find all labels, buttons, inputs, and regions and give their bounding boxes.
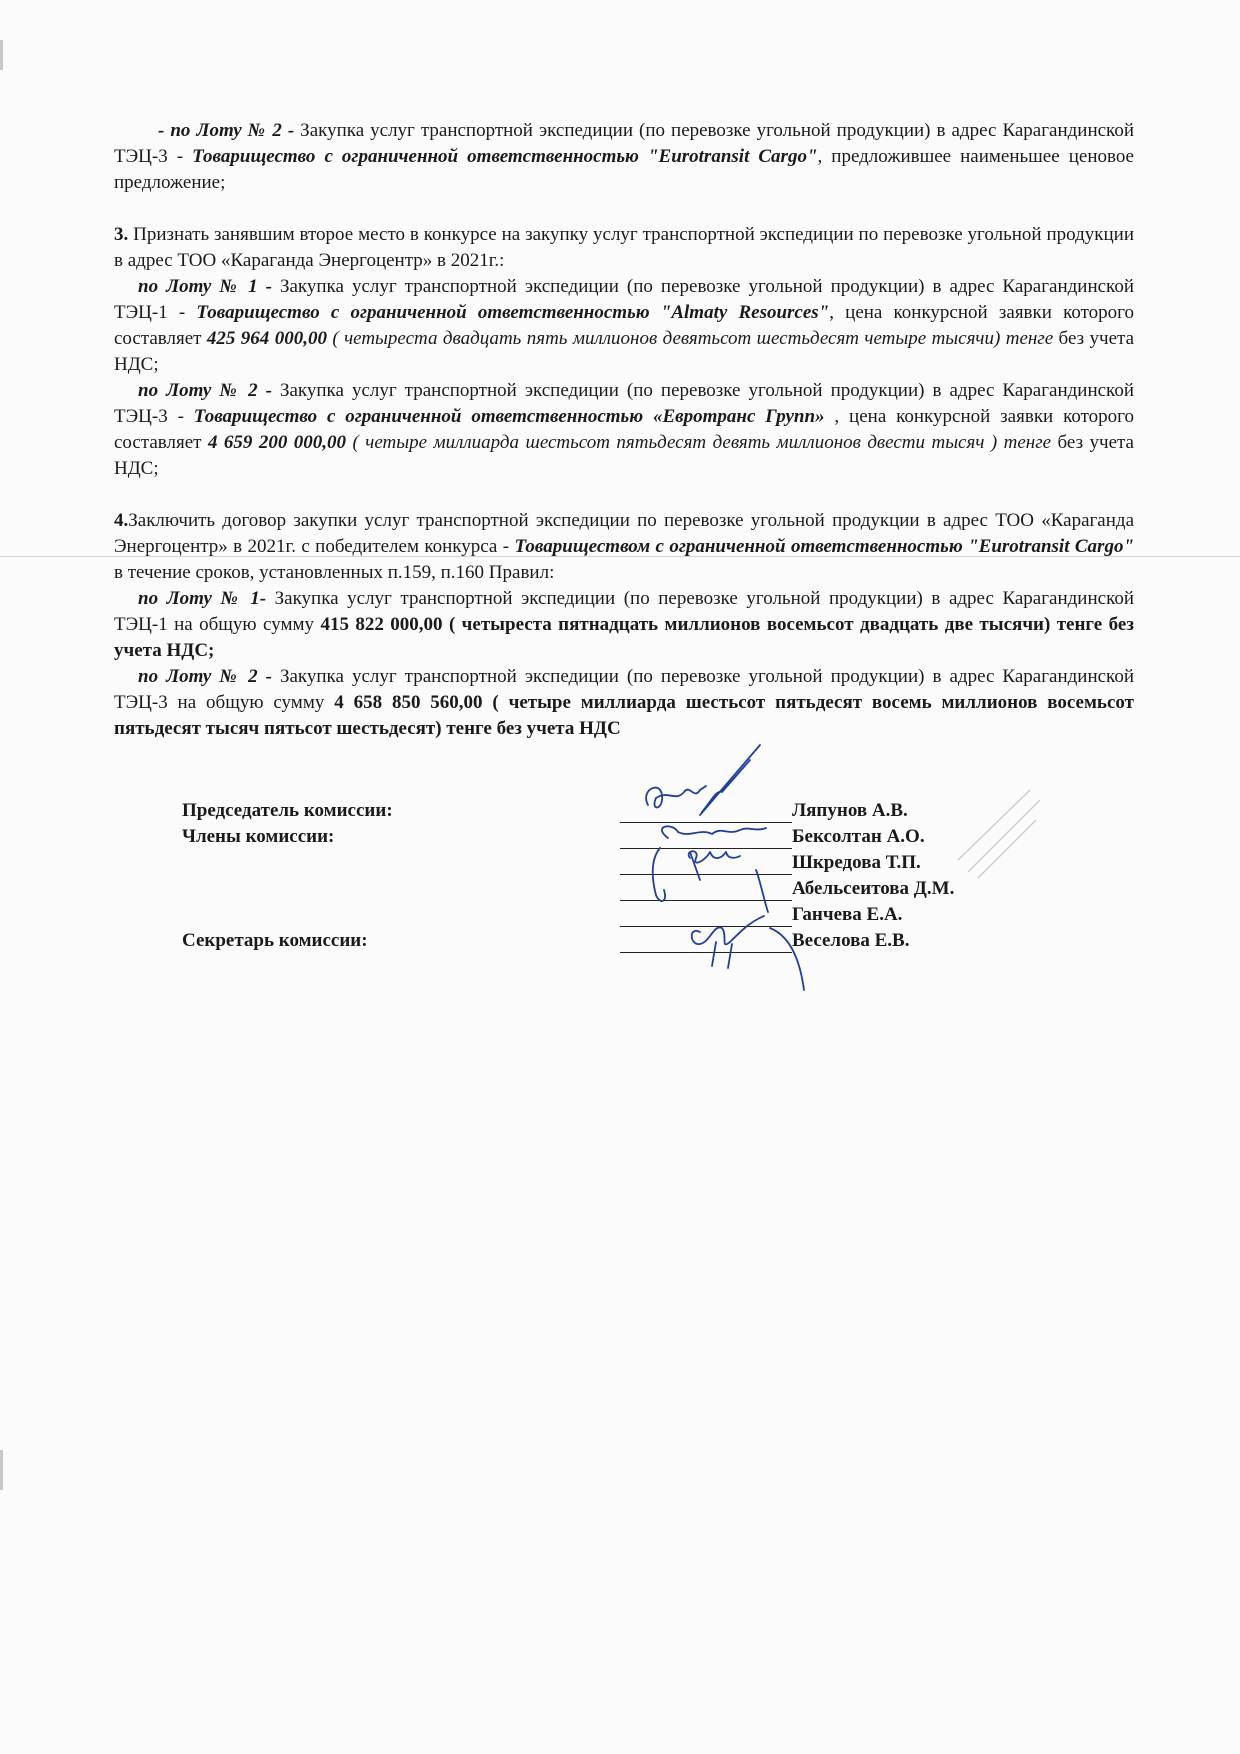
section-3-lot1: по Лоту № 1 - Закупка услуг транспортной экспедиции (по перевозке угольной продукции) в адрес Карагандинской ТЭЦ-1 - Товарищество с ограниченной ответственностью "Almaty Resources", цена конкурсной заявки которого составляет 425 964 000,00 ( четыреста двадцать пять миллионов девятьсот шестьдесят четыре тысячи) тенге без учета НДС;	[114, 276, 1135, 375]
signer-name: Абельсеитова Д.М.	[792, 878, 955, 899]
signer-name: Ляпунов А.В.	[792, 800, 908, 821]
secretary-label: Секретарь комиссии:	[182, 930, 368, 951]
signature-beksoltan	[662, 826, 766, 838]
section-4-intro: 4.Заключить договор закупки услуг транспортной экспедиции по перевозке угольной продукции в адрес ТОО «Караганда Энергоцентр» в 2021г. с победителем конкурса - Товариществом с ограниченной ответственностью "Eurotransit Cargo" в течение сроков, установленных п.159, п.160 Правил:	[114, 510, 1134, 583]
signature-shadow	[958, 790, 1040, 878]
signature-gancheva	[692, 916, 764, 968]
signature-shkredova	[689, 851, 740, 880]
signer-name: Веселова Е.В.	[792, 930, 910, 951]
signature-abelseitova	[653, 848, 768, 912]
section-4-lot1: по Лоту № 1- Закупка услуг транспортной экспедиции (по перевозке угольной продукции) в адрес Карагандинской ТЭЦ-1 на общую сумму 415 822 000,00 ( четыреста пятнадцать миллионов восемьсот двадцать две тысячи) тенге без учета НДС;	[114, 588, 1134, 661]
signer-name: Бексолтан А.О.	[792, 826, 925, 847]
section-3-intro: 3. Признать занявшим второе место в конкурсе на закупку услуг транспортной экспедиции по перевозке угольной продукции в адрес ТОО «Караганда Энергоцентр» в 2021г.:	[114, 224, 1134, 271]
chairman-label: Председатель комиссии:	[182, 800, 393, 821]
members-label: Члены комиссии:	[182, 826, 335, 847]
section-3-lot2: по Лоту № 2 - Закупка услуг транспортной экспедиции (по перевозке угольной продукции) в адрес Карагандинской ТЭЦ-3 - Товарищество с ограниченной ответственностью «Евротранс Групп» , цена конкурсной заявки которого составляет 4 659 200 000,00 ( четыре миллиарда шестьсот пятьдесят девять миллионов двести тысяч ) тенге без учета НДС;	[114, 380, 1134, 479]
signature-veselova	[770, 928, 804, 990]
signature-lyapunov	[646, 745, 760, 815]
lot2-winner-paragraph: - по Лоту № 2 - Закупка услуг транспортной экспедиции (по перевозке угольной продукции) в адрес Карагандинской ТЭЦ-3 - Товарищество с ограниченной ответственностью "Eurotransit Cargo", предложившее наименьшее ценовое предложение;	[114, 120, 1134, 193]
signer-name: Ганчева Е.А.	[792, 904, 903, 925]
signer-name: Шкредова Т.П.	[792, 852, 921, 873]
section-4-lot2: по Лоту № 2 - Закупка услуг транспортной экспедиции (по перевозке угольной продукции) в адрес Карагандинской ТЭЦ-3 на общую сумму 4 658 850 560,00 ( четыре миллиарда шестьсот пятьдесят восемь миллионов восемьсот пятьдесят тысяч пятьсот шестьдесят) тенге без учета НДС	[114, 666, 1134, 739]
